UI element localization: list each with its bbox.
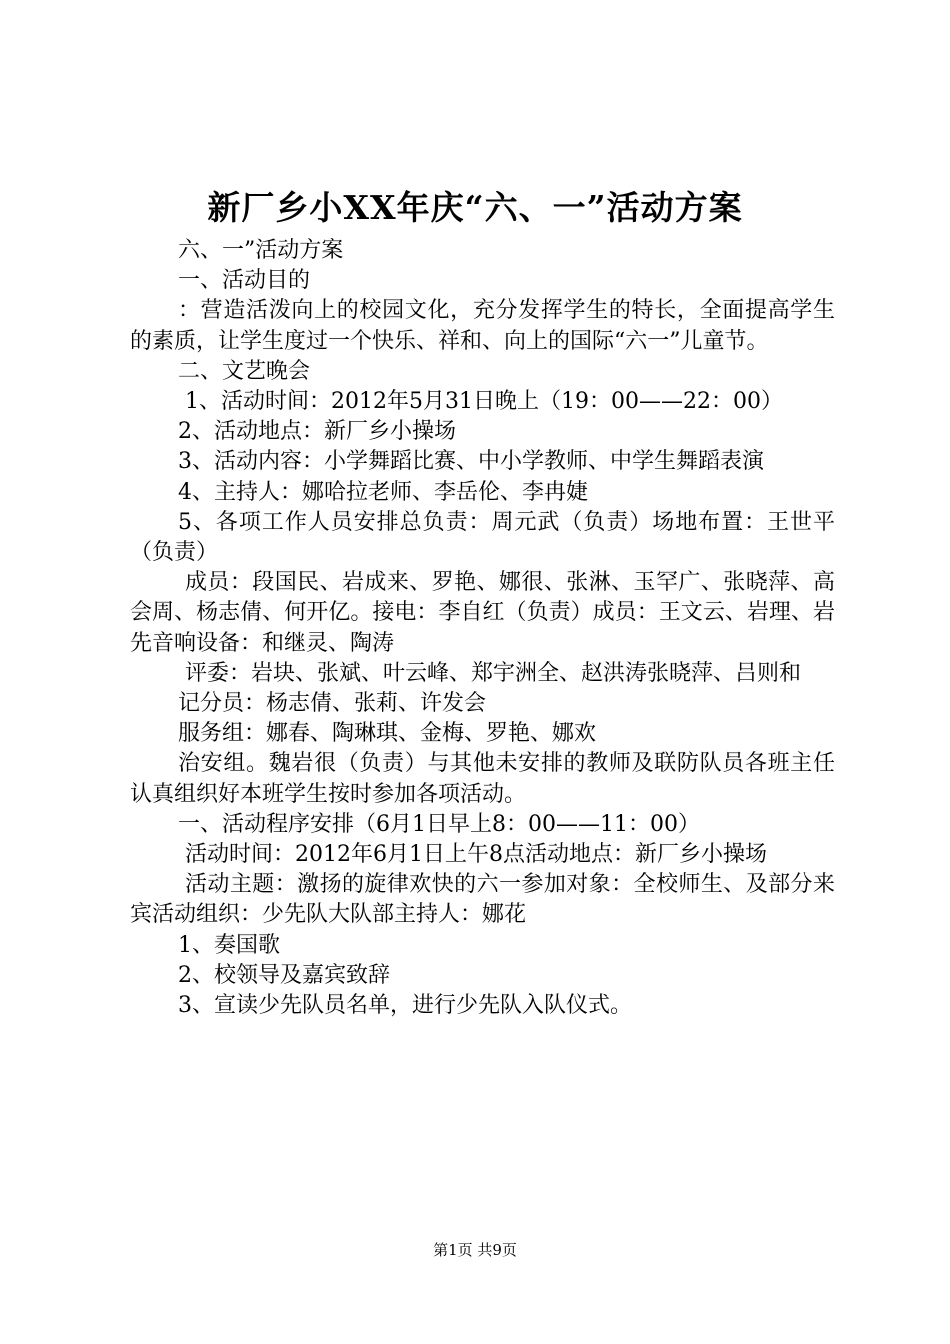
paragraph-purpose: ：营造活泼向上的校园文化，充分发挥学生的特长，全面提高学生的素质，让学生度过一个快乐、祥和、向上的国际“六一”儿童节。 <box>130 298 835 354</box>
paragraph-content: 3、活动内容：小学舞蹈比赛、中小学教师、中学生舞蹈表演 <box>178 449 764 475</box>
document-title: 新厂乡小XX年庆“六、一”活动方案 <box>207 188 743 227</box>
paragraph-location: 2、活动地点：新厂乡小操场 <box>178 419 456 445</box>
paragraph-staff: 5、各项工作人员安排总负责：周元武（负责）场地布置：王世平（负责） <box>130 509 835 566</box>
heading-evening-show: 二、文艺晚会 <box>178 358 311 384</box>
paragraph-program-theme: 活动主题：激扬的旋律欢快的六一参加对象：全校师生、及部分来宾活动组织：少先队大队部主持人：娜花 <box>130 872 835 928</box>
list-item-ceremony: 3、宣读少先队员名单，进行少先队入队仪式。 <box>178 993 632 1019</box>
paragraph-hosts: 4、主持人：娜哈拉老师、李岳伦、李冉婕 <box>178 479 588 505</box>
list-item-speech: 2、校领导及嘉宾致辞 <box>178 962 390 988</box>
paragraph-subtitle: 六、一”活动方案 <box>178 238 344 263</box>
heading-program: 一、活动程序安排（6月1日早上8：00——11：00） <box>178 811 700 837</box>
list-item-anthem: 1、奏国歌 <box>178 932 280 958</box>
paragraph-judges: 评委：岩块、张斌、叶云峰、郑宇洲全、赵洪涛张晓萍、吕则和 <box>185 660 802 686</box>
paragraph-program-time: 活动时间：2012年6月1日上午8点活动地点：新厂乡小操场 <box>185 842 767 868</box>
paragraph-security: 治安组。魏岩很（负责）与其他未安排的教师及联防队员各班主任认真组织好本班学生按时参加各项活动。 <box>130 751 835 807</box>
page-footer: 第1页 共9页 <box>433 1241 517 1259</box>
paragraph-time: 1、活动时间：2012年5月31日晚上（19：00——22：00） <box>185 389 783 415</box>
heading-purpose: 一、活动目的 <box>178 268 311 294</box>
document-body <box>130 236 835 1021</box>
paragraph-service: 服务组：娜春、陶琳琪、金梅、罗艳、娜欢 <box>178 721 597 747</box>
paragraph-members: 成员：段国民、岩成来、罗艳、娜很、张淋、玉罕广、张晓萍、高会周、杨志倩、何开亿。接电：李自红（负责）成员：王文云、岩理、岩先音响设备：和继灵、陶涛 <box>130 570 835 656</box>
paragraph-scorers: 记分员：杨志倩、张莉、许发会 <box>178 691 487 717</box>
